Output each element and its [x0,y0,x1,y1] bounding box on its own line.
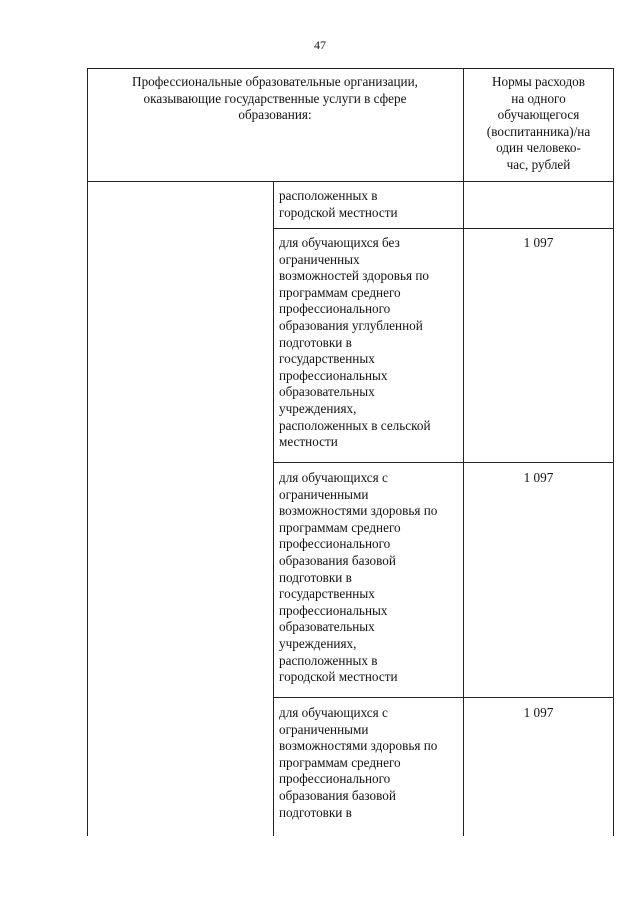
row-divider [273,697,614,698]
table-right-border [613,68,614,836]
column-divider [273,181,274,836]
table-top-border [87,68,614,69]
column-divider [463,68,464,836]
row-description: для обучающихся с ограниченными возможностями здоровья по программам среднего профессионального образования базовой подготовки в государственных профессиональных образовательных учреждениях, расположенных в городской местности [279,470,438,685]
row-description: расположенных в городской местности [279,188,398,220]
page-number: 47 [314,38,326,52]
header-organizations: Профессиональные образовательные организации, оказывающие государственные услуги в сфере образования: [132,74,418,123]
row-value: 1 097 [523,470,554,485]
row-description: для обучающихся без ограниченных возможностей здоровья по программам среднего профессионального образования углубленной подготовки в государственных профессиональных образовательных учреждениях, расположенных в сельской местности [279,235,431,450]
row-divider [273,462,614,463]
table-left-border [87,68,88,836]
row-divider [273,228,614,229]
norms-table [87,68,614,836]
header-expense-norms: Нормы расходов на одного обучающегося (воспитанника)/на один человеко- час, рублей [486,74,591,172]
row-value: 1 097 [523,705,554,720]
row-description: для обучающихся с ограниченными возможностями здоровья по программам среднего профессионального образования базовой подготовки в [279,705,438,820]
row-value: 1 097 [523,235,554,250]
header-bottom-border [87,181,614,182]
